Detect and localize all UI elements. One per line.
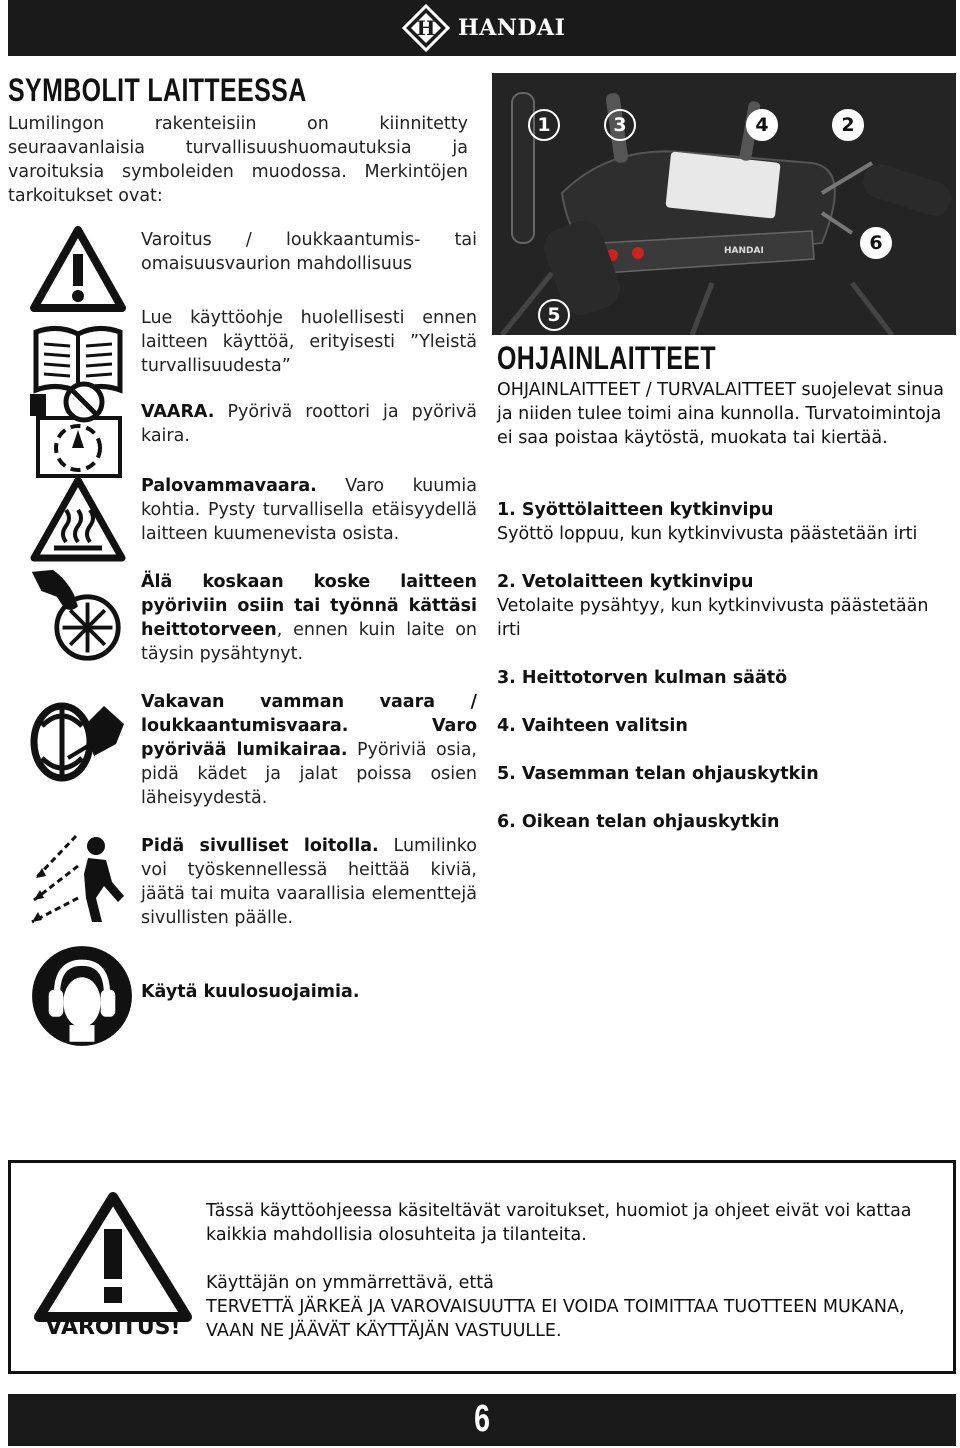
auger-foot-icon — [28, 696, 128, 796]
control-item: 6. Oikean telan ohjauskytkin — [497, 812, 780, 832]
warning-text: Tässä käyttöohjeessa käsiteltävät varoitukset, huomiot ja ohjeet eivät voi kattaa kaikkia mahdollisia olosuhteita ja tilanteita. Käyttäjän on ymmärrettävä, että TERVETTÄ JÄRKEÄ JA VAROVAISUUTTA EI VOIDA TOIMITTAA TUOTTEEN MUKANA, VAAN NE JÄÄVÄT KÄYTTÄJÄN VASTUULLE. — [206, 1201, 912, 1341]
controls-list — [497, 498, 957, 858]
symbols-intro: Lumilingon rakenteisiin on kiinnitetty seuraavanlaisia turvallisuushuomautuksia ja varoituksia symboleiden muodossa. Merkintöjen tarkoitukset ovat: — [8, 114, 468, 206]
callout-1: 1 — [528, 109, 560, 141]
rotating-rotor-icon — [28, 380, 128, 480]
header-bar — [8, 0, 956, 56]
symbol-text: Vakavan vamman vaara / loukkaantumisvaara. Varo pyörivää lumikairaa. Pyöriviä osia, pidä kädet ja jalat poissa osien läheisyydestä. — [141, 692, 477, 808]
hot-surface-icon — [28, 474, 128, 574]
callout-6: 6 — [860, 227, 892, 259]
ear-protection-icon — [30, 944, 134, 1048]
control-item: 1. Syöttölaitteen kytkinvipu Syöttö loppuu, kun kytkinvivusta päästetään irti — [497, 500, 918, 544]
panel-brand: HANDAI — [724, 246, 764, 256]
controls-title: OHJAINLAITTEET — [497, 340, 717, 376]
control-panel-illustration — [492, 73, 956, 335]
brand-logo — [402, 6, 565, 50]
logo-letter: H — [416, 16, 436, 40]
control-item: 2. Vetolaitteen kytkinvipu Vetolaite pysähtyy, kun kytkinvivusta päästetään irti — [497, 572, 929, 640]
symbols-title: SYMBOLIT LAITTEESSA — [8, 72, 307, 108]
control-item: 4. Vaihteen valitsin — [497, 716, 688, 736]
control-item: 5. Vasemman telan ohjauskytkin — [497, 764, 819, 784]
symbol-text: Lue käyttöohje huolellisesti ennen laitteen käyttöä, erityisesti ”Yleistä turvallisuudesta” — [141, 308, 477, 376]
symbol-text: VAARA. Pyörivä roottori ja pyörivä kaira. — [141, 402, 477, 446]
callout-2: 2 — [832, 109, 864, 141]
controls-intro: OHJAINLAITTEET / TURVALAITTEET suojelevat sinua ja niiden tulee toimi aina kunnolla. Turvatoimintoja ei saa poistaa käytöstä, muokata tai kiertää. — [497, 380, 945, 448]
handai-diamond-icon — [402, 4, 450, 52]
warning-box — [8, 1160, 956, 1374]
brand-name: HANDAI — [458, 15, 566, 41]
callout-3: 3 — [604, 109, 636, 141]
callout-4: 4 — [746, 109, 778, 141]
page-number: 6 — [474, 1398, 490, 1440]
callout-5: 5 — [538, 299, 570, 331]
control-panel-photo — [492, 73, 956, 335]
footer-bar — [8, 1394, 956, 1446]
warning-label: VAROITUS! — [45, 1315, 181, 1340]
thrown-objects-icon — [28, 826, 128, 926]
symbol-text: Varoitus / loukkaantumis- tai omaisuusvaurion mahdollisuus — [141, 230, 477, 274]
control-item: 3. Heittotorven kulman säätö — [497, 668, 788, 688]
symbol-text: Pidä sivulliset loitolla. Lumilinko voi työskennellessä heittää kiviä, jäätä tai muita vaarallisia elementtejä sivullisten päälle. — [141, 836, 477, 928]
symbol-text: Älä koskaan koske laitteen pyöriviin osiin tai työnnä kättäsi heittotorveen, ennen kuin laite on täysin pysähtynyt. — [141, 572, 477, 664]
symbol-text: Käytä kuulosuojaimia. — [141, 982, 360, 1002]
hand-impeller-icon — [28, 564, 124, 668]
symbol-text: Palovammavaara. Varo kuumia kohtia. Pysty turvallisella etäisyydellä laitteen kuumenevista osista. — [141, 476, 477, 544]
warning-triangle-icon — [28, 224, 128, 324]
